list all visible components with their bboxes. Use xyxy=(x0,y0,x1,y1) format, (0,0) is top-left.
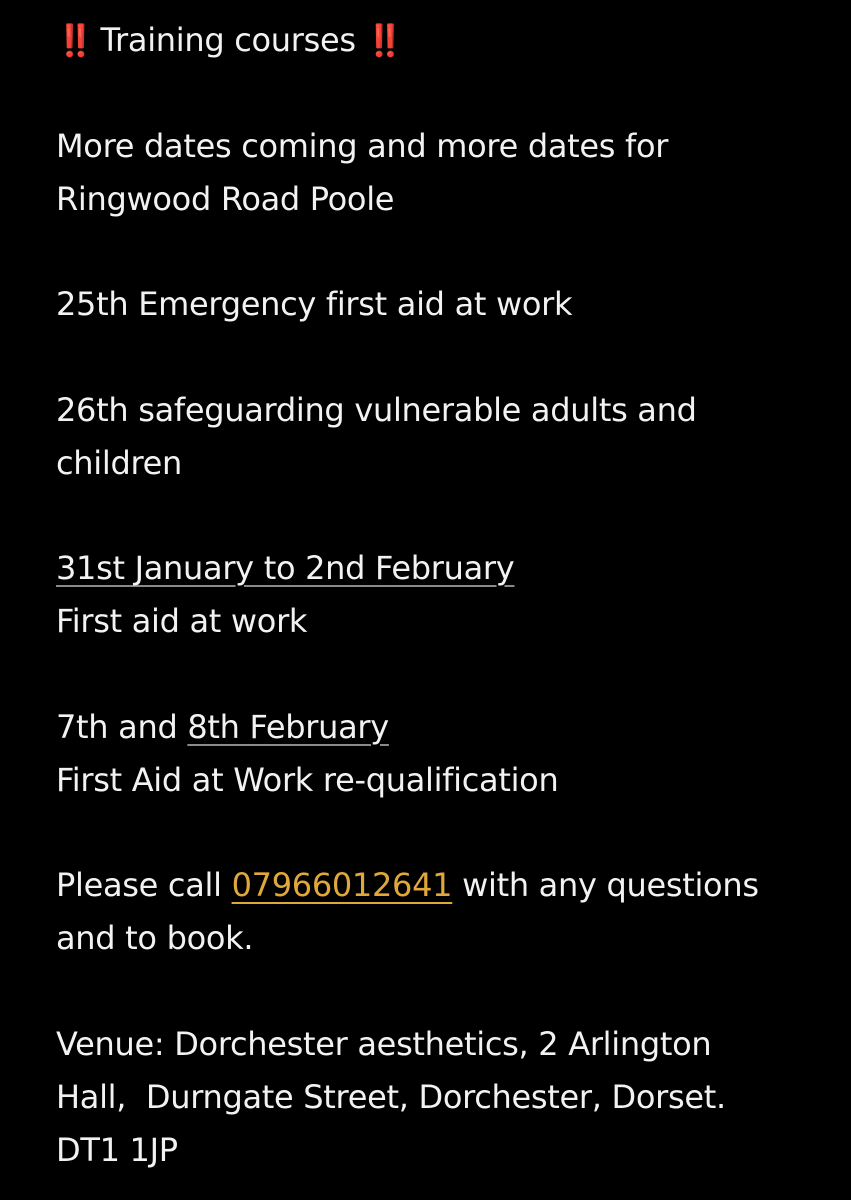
course-4-date-prefix: 7th and xyxy=(56,707,188,746)
intro-line-2: Ringwood Road Poole xyxy=(56,179,395,218)
course-3-date-link[interactable]: 31st January to 2nd February xyxy=(56,549,515,587)
course-1: 25th Emergency first aid at work xyxy=(56,285,573,323)
spacer xyxy=(56,648,836,701)
note-body xyxy=(56,14,836,1177)
double-exclamation-icon: ‼️ xyxy=(365,23,401,59)
course-4-date-link[interactable]: 8th February xyxy=(187,707,389,746)
double-exclamation-icon: ‼️ xyxy=(56,23,91,59)
spacer xyxy=(56,67,836,120)
course-3-date-line xyxy=(56,542,836,595)
venue-line-3: DT1 1JP xyxy=(56,1130,178,1169)
venue-line-2: Hall, Durngate Street, Dorchester, Dorset. xyxy=(56,1077,726,1116)
call-suffix: with any questions xyxy=(452,866,759,904)
spacer xyxy=(56,965,836,1018)
course-3-name: First aid at work xyxy=(56,602,308,640)
course-2-line-2: children xyxy=(56,443,182,482)
spacer xyxy=(56,226,836,279)
phone-number-link[interactable]: 07966012641 xyxy=(231,866,453,904)
call-prefix: Please call xyxy=(56,866,232,904)
title-text: Training courses xyxy=(100,21,356,59)
course-4-name: First Aid at Work re-qualification xyxy=(56,760,559,799)
course-2-line-1: 26th safeguarding vulnerable adults and xyxy=(56,390,697,429)
call-line-2: and to book. xyxy=(56,919,254,957)
title-line xyxy=(56,14,836,67)
spacer xyxy=(56,331,836,384)
course-4-date-line xyxy=(56,701,836,754)
intro-line-1: More dates coming and more dates for xyxy=(56,126,669,165)
spacer xyxy=(56,490,836,543)
call-line-1 xyxy=(56,859,836,912)
spacer xyxy=(56,807,836,860)
venue-line-1: Venue: Dorchester aesthetics, 2 Arlington xyxy=(56,1024,712,1063)
